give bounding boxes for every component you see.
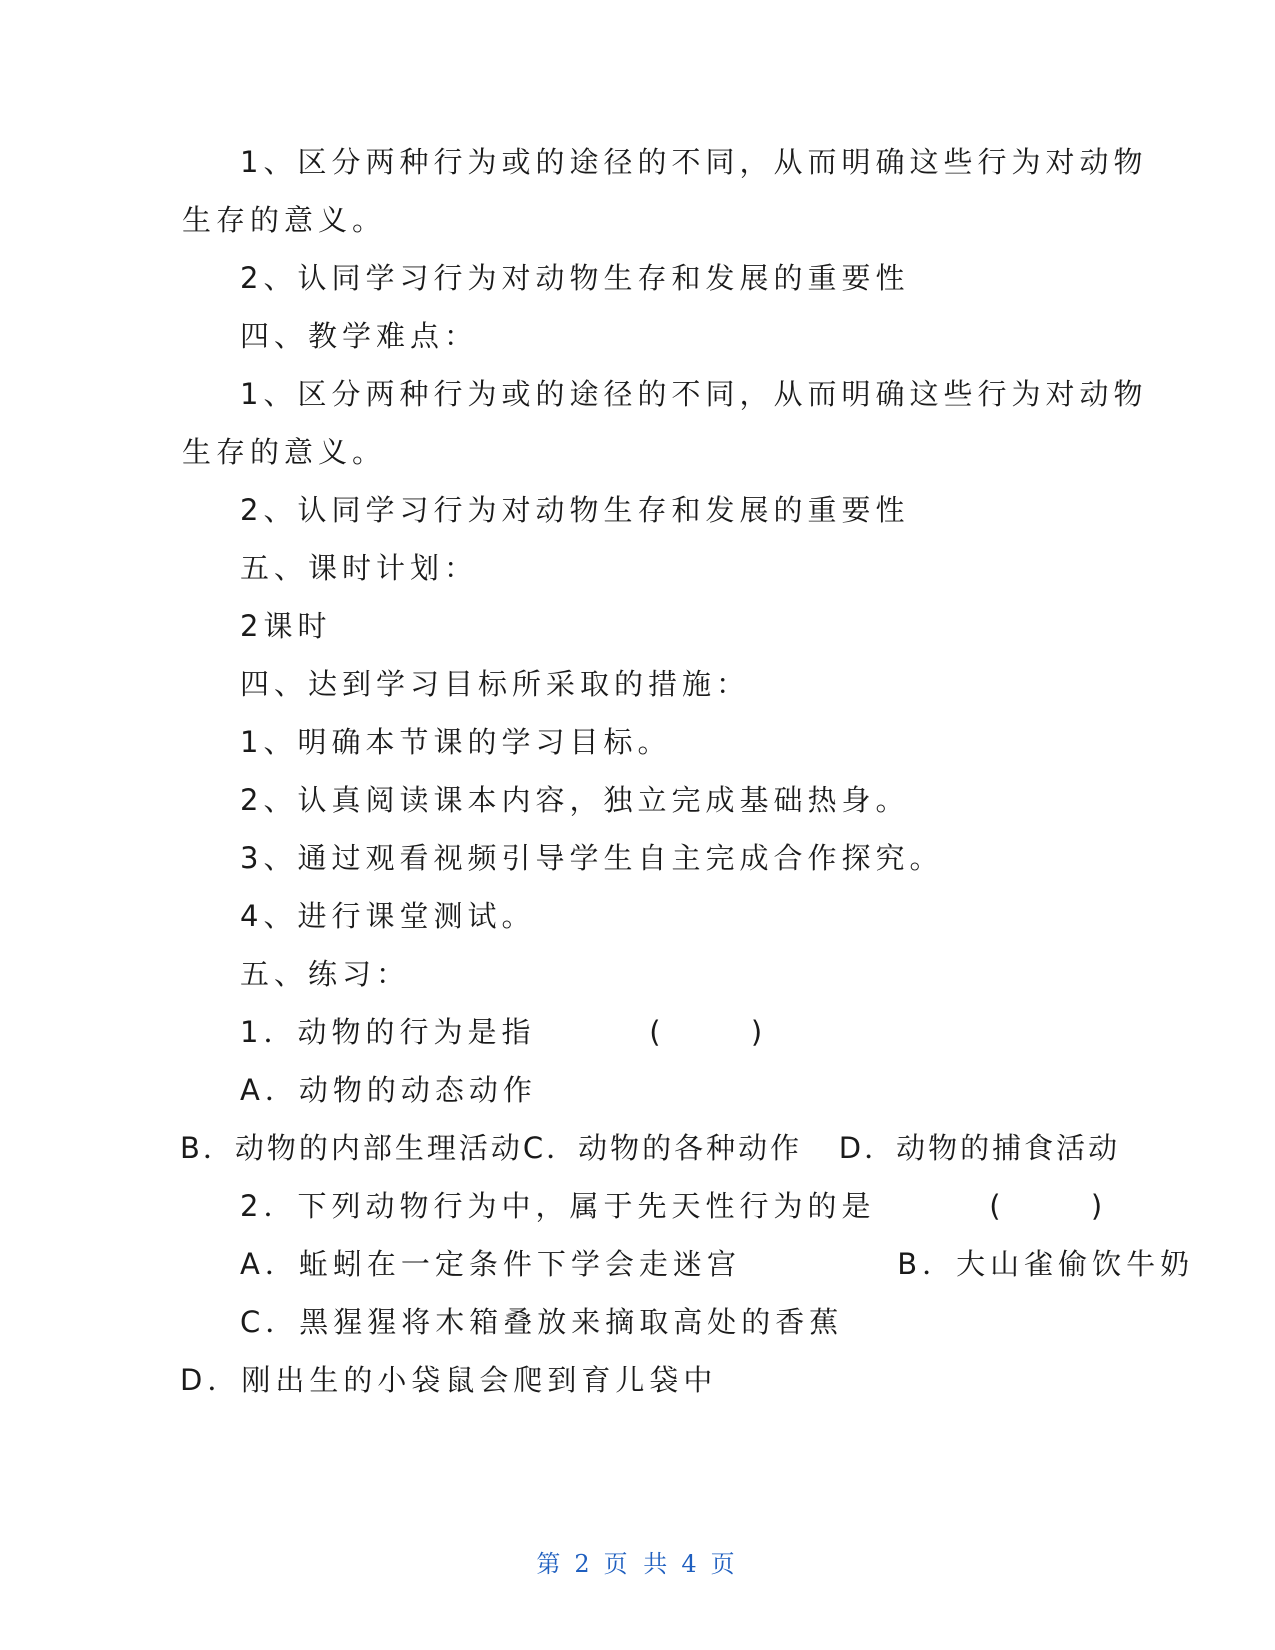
question: 2．下列动物行为中，属于先天性行为的是 ( ) — [240, 1189, 1108, 1223]
text-line: 2、认同学习行为对动物生存和发展的重要性 — [240, 261, 910, 295]
text-line: 4、进行课堂测试。 — [240, 899, 536, 933]
footer-mid: 页 共 — [603, 1550, 672, 1578]
answer-options: A．蚯蚓在一定条件下学会走迷宫 B．大山雀偷饮牛奶 — [240, 1247, 1195, 1281]
text-line: 2课时 — [240, 609, 332, 643]
section-heading: 五、练习： — [240, 957, 411, 991]
answer-option: C．黑猩猩将木箱叠放来摘取高处的香蕉 — [240, 1305, 844, 1339]
text-line: 1、明确本节课的学习目标。 — [240, 725, 672, 759]
text-line: 2、认真阅读课本内容，独立完成基础热身。 — [240, 783, 910, 817]
answer-option: D．刚出生的小袋鼠会爬到育儿袋中 — [180, 1363, 718, 1397]
question: 1．动物的行为是指 ( ) — [240, 1015, 768, 1049]
answer-option: A．动物的动态动作 — [240, 1073, 537, 1107]
page-footer — [0, 1544, 1275, 1579]
text-line: 3、通过观看视频引导学生自主完成合作探究。 — [240, 841, 944, 875]
total-pages: 4 — [681, 1550, 701, 1578]
text-line: 生存的意义。 — [182, 435, 387, 469]
text-line: 生存的意义。 — [182, 203, 387, 237]
section-heading: 四、达到学习目标所采取的措施： — [240, 667, 751, 701]
section-heading: 四、教学难点： — [240, 319, 479, 353]
text-line: 2、认同学习行为对动物生存和发展的重要性 — [240, 493, 910, 527]
text-line: 1、区分两种行为或的途径的不同，从而明确这些行为对动物 — [240, 145, 1148, 179]
footer-suffix: 页 — [710, 1550, 739, 1578]
answer-options: B．动物的内部生理活动C．动物的各种动作 D．动物的捕食活动 — [180, 1131, 1121, 1165]
footer-prefix: 第 — [536, 1550, 565, 1578]
text-line: 1、区分两种行为或的途径的不同，从而明确这些行为对动物 — [240, 377, 1148, 411]
section-heading: 五、课时计划： — [240, 551, 479, 585]
page-number: 2 — [574, 1550, 594, 1578]
